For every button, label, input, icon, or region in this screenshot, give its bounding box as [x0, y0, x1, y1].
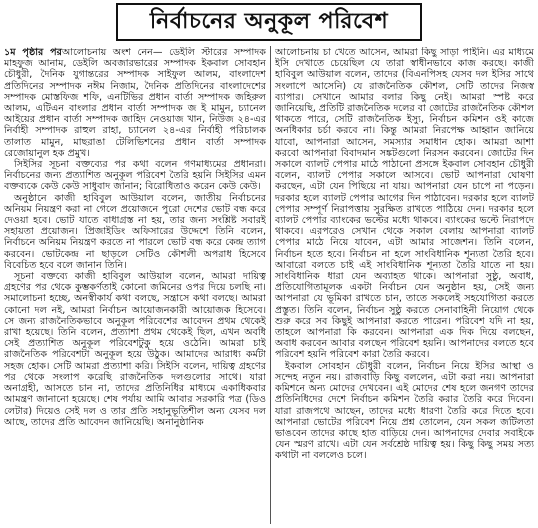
- paragraph: আলোচনায় চা খেতে আসেন, আমরা কিছু সাড়া পাইনি। এর মাধ্যমে ইসি দেখাতে চেয়েছিল যে তারা স্বাধীনভাবে কাজ করছে। কাজী হাবিবুল আউয়াল বলেন, তাদের (বিএনপিসহ যেসব দল ইসির সাথে সংলাপে আসেনি) যে রাজনৈতিক কৌশল, সেটি তাদের নিজস্ব ব্যাপার। সেখানে আমার বলার কিছু নেই। আমরা স্পষ্ট করে জানিয়েছি, প্রতিটি রাজনৈতিক দলের বা জোটের রাজনৈতিক কৌশল থাকতে পারে, সেটি রাজনৈতিক ইস্যু, নির্বাচন কমিশন ওই কাজে অনধিকার চর্চা করবে না। কিন্তু আমরা নিরপেক্ষ আহ্বান জানিয়ে যাবো, আপনারা আসেন, সমস্যার সমাধান হোক। আমরা আশা করবো আপনারা বিবাদমান সঙ্কটগুলো নিরসন করবেন। জোটের দিন সকালে ব্যালট পেপার মাঠে পাঠানো প্রসঙ্গে ইকবাল সোবহান চৌধুরী বলেন, ব্যালট পেপার সকালে আসবে। ভোট আপনারা ঘোষণা করছেন, এটা যেন পিছিয়ে না যায়। আপনারা যেন চাপে না পড়েন। দরকার হলে ব্যালট পেপার আগের দিন পাঠাবেন। দরকার হলে ব্যালট পেপার সম্পূর্ণ নিরাপত্তায় সুরক্ষিত রাখতে পাঠিয়ে দেন। দরকার হলে ব্যালট পেপার ব্যাংকের ভল্টের মধ্যে থাকবে। ব্যাংকের ভল্টে নিরাপদে থাকবে। এরপরেও সেখান থেকে সকাল বেলায় আপনারা ব্যালট পেপার মাঠে নিয়ে যাবেন, এটা আমার সাজেশন। তিনি বলেন, নির্বাচন হতে হবে। নির্বাচন না হলে সাংবিধানিক শূন্যতা তৈরি হবে। আবারো বলতে চাই এই সাংবিধানিক শূন্যতা তৈরি যাতে না হয়। সাংবিধানিক ধারা যেন অব্যাহত থাকে। আপনারা সুষ্ঠু, অবাধ, প্রতিযোগিতামূলক একটা নির্বাচন যেন অনুষ্ঠান হয়, সেই জন্য আপনারা যে ভূমিকা রাখতে চান, তাতে সকলেই সহযোগিতা করতে প্রস্তুত। তিনি বলেন, নির্বাচন সুষ্ঠু করতে সেনাবাহিনী নিয়োগ থেকে শুরু করে সব কিছুই আপনারা করতে পারেন। পরিবেশ যদি না হয়, তাহলে আপনারা কি করবেন। আপনারা এক দিক দিয়ে বলছেন, অবাধ করবেন আবার বলছেন পরিবেশ হয়নি। আপনাদের বলতে হবে পরিবেশ হয়নি পরিবেশ কারা তৈরি করবে।: [275, 47, 534, 361]
- paragraph-text: আলোচনায় অংশ নেন— ডেইলি স্টারের সম্পাদক মাহফুজ আনাম, ডেইলি অবজারভারের সম্পাদক ইকবাল সোবহান চৌধুরী, দৈনিক যুগান্তরের সম্পাদক সাইফুল আলম, বাংলাদেশ প্রতিদিনের সম্পাদক নঈম নিজাম, দৈনিক প্রতিদিনের বাংলাদেশের সম্পাদক মোস্তফিজ শফি, এনটিভির প্রধান বার্তা সম্পাদক জহিরুল আলম, এটিএন বাংলার প্রধান বার্তা সম্পাদক জ ই মামুন, চ্যানেল আইয়ের প্রধান বার্তা সম্পাদক জাহিদ নেওয়াজ খান, নিউজ ২৪-এর নির্বাহী সম্পাদক রাহুল রাহা, চ্যানেল ২৪-এর নির্বাহী পরিচালক তালাত মামুন, মাছরাঙা টেলিভিশনের প্রধান বার্তা সম্পাদক রেজোয়ানুল হক প্রমুখ।: [4, 47, 266, 159]
- headline: নির্বাচনের অনুকূল পরিবেশ: [116, 3, 422, 41]
- column-divider: [270, 46, 271, 524]
- continued-from-kicker: ১ম পৃষ্ঠার পর: [4, 47, 62, 58]
- paragraph: সূচনা বক্তব্যে কাজী হাবিবুল আউয়াল বলেন, আমরা দায়িত্ব গ্রহণের পর থেকে কুম্ভকর্ণতাই কোনো জমিনের ওপর দিয়ে চলছি না। সমালোচনা হচ্ছে, অনস্বীকার্য কথা বলছে, সন্ত্রাসে কথা বলছে। আমরা কোনো দল নই, আমরা নির্বাচন আয়োজনকারী আয়োজক হিসেবে। সে জন্য রাজনৈতিকভাবে অনুকূল পরিবেশের আবেদন প্রথম থেকেই রাখা হয়েছে। তিনি বলেন, প্রত্যাশা প্রথম থেকেই ছিল, এখন অবধি সেই প্রত্যাশিত অনুকূল পরিবেশটুকু হয়ে ওঠেনি। আমরা চাই রাজনৈতিক পরিবেশটা অনুকূল হয়ে উঠুক। আমাদের আরাধ্য কর্মটা সহজ হোক। সেটি আমরা প্রত্যাশা করি। সিইসি বলেন, দায়িত্ব গ্রহণের পর থেকে সংলাপ করেছি রাজনৈতিক দলগুলোর সাথে। যারা অনাগ্রহী, আসতে চান না, তাদের প্রতিনিধির মাধ্যমে একাধিকবার আমন্ত্রণ জানানো হয়েছে। শেষ পর্যায় আমি আবার সরকারি পত্র (ডিও লেটার) দিয়েও সেই দল ও তার প্রতি সহানুভূতিশীল অন্য যেসব দল আছে, তাদের প্রতি আবেদন জানিয়েছি। অনানুষ্ঠানিক: [4, 271, 266, 428]
- paragraph: ইকবাল সোবহান চৌধুরী বলেন, নির্বাচন নিয়ে ইসির আস্থা ও সন্দেহ নতুন নয়। রাজবাড়ি কিছু বললেন, এটা করা নয়। আপনারা কমিশনে অন্য মোদের দেখবেন। এই মোদের শেষ হলে জনগণ তাদের প্রতিনিধিদের দেশে নির্বাচন কমিশন তৈরি করার তৈরি করে দিবেন। যারা রাজপথে আছেন, তাদের মধ্যে ধারণা তৈরি করে দিতে হবে। আপনারা ভোটের পরিবেশ নিয়ে প্রশ্ন তোলেন, যেন সকল জটিলতা ভাঙবেন তাদের কাছে হাত বাড়িয়ে দেন। আপনাদের দেবার সবাইকে যেন স্মরণ রাখে। এটা যেন সর্বশ্রেষ্ঠ দায়িত্ব হয়। কিছু কিছু সময় সত্য কথাটা না বললেও চলে।: [275, 360, 534, 462]
- article-column-left: [4, 47, 266, 523]
- paragraph: সিইসির সূচনা বক্তব্যের পর কথা বলেন গণমাধ্যমের প্রধানরা। নির্বাচনের জন্য প্রত্যাশিত অনুকূল পরিবেশ তৈরি হয়নি সিইসির এমন বক্তব্যকে কেউ কেউ সাধুবাদ জানান; বিরোধিতাও করেন কেউ কেউ।: [4, 159, 266, 193]
- paragraph: [4, 47, 266, 159]
- article-column-right: [275, 47, 534, 523]
- paragraph: অনুষ্ঠানে কাজী হাবিবুল আউয়াল বলেন, জাতীয় নির্বাচনের অনিয়ম নিয়ন্ত্রণ করা না গেলে প্রয়োজনে পুরো দেশের ভোট বন্ধ করে দেওয়া হবে। ভোট যাতে বাধাগ্রস্ত না হয়, তার জন্য সংশ্লিষ্ট সবারই সহায়তা প্রয়োজন। প্রিজাইডিং অফিসারের উদ্দেশে তিনি বলেন, নির্বাচনে অনিয়ম নিয়ন্ত্রণ করতে না পারলে ভোট বন্ধ করে কেন্দ্র ত্যাগ করবেন। ভোটকেন্দ্র না ছাড়লে সেটিও কৌশলী অপরাধ হিসেবে বিবেচিত হবে বলে জানান তিনি।: [4, 192, 266, 271]
